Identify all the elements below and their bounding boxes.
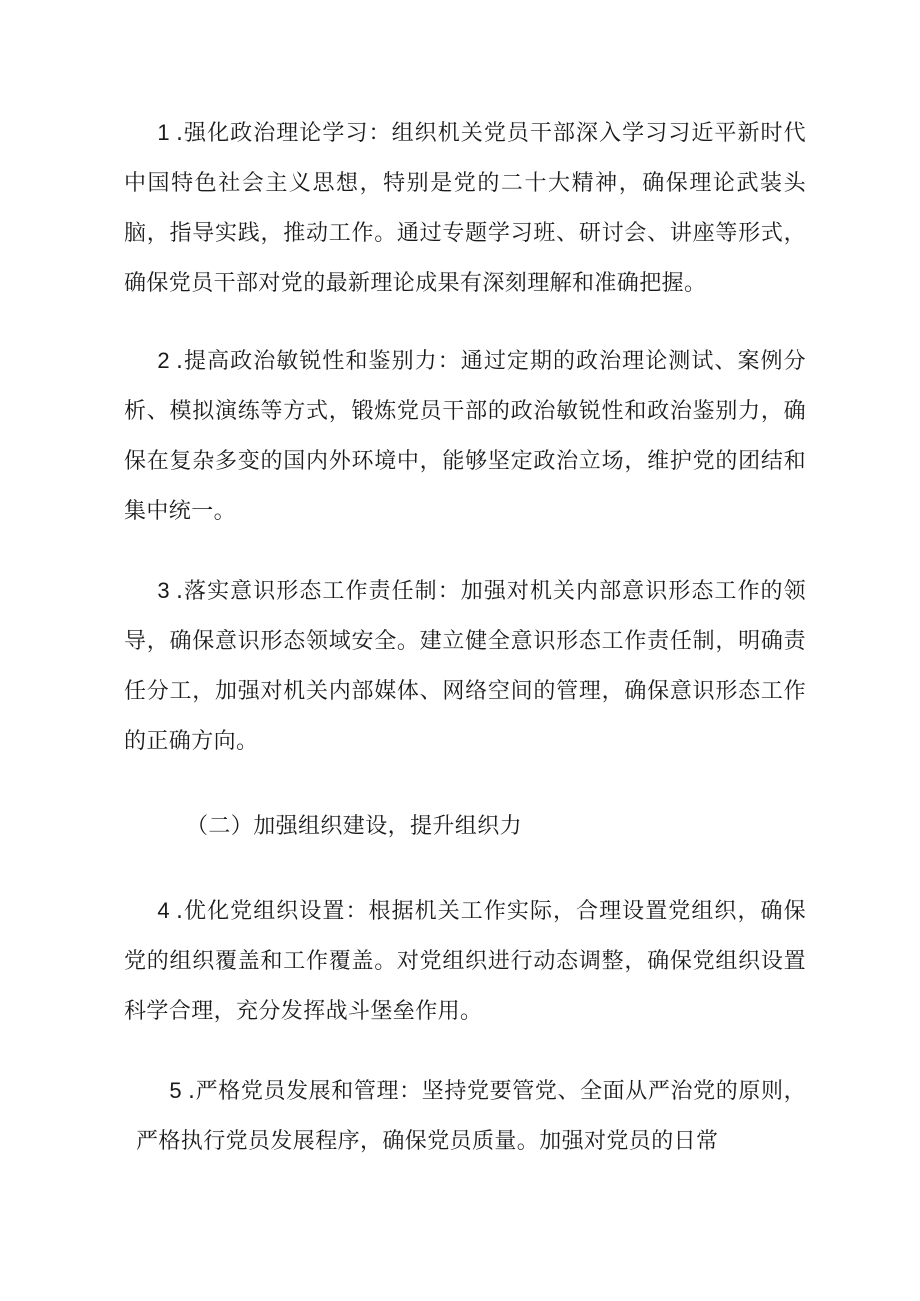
paragraph-text: .强化政治理论学习：组织机关党员干部深入学习习近平新时代中国特色社会主义思想，特别是党的二十大精神，确保理论武装头脑，指导实践，推动工作。通过专题学习班、研讨会、讲座等形式，确保党员干部对党的最新理论成果有深刻理解和准确把握。 xyxy=(124,121,806,296)
paragraph-number: 2 xyxy=(157,348,170,373)
paragraph-text: .提高政治敏锐性和鉴别力：通过定期的政治理论测试、案例分析、模拟演练等方式，锻炼党员干部的政治敏锐性和政治鉴别力，确保在复杂多变的国内外环境中，能够坚定政治立场，维护党的团结和集中统一。 xyxy=(124,349,806,524)
paragraph-number: 4 xyxy=(157,898,170,923)
paragraph-text: .严格党员发展和管理：坚持党要管党、全面从严治党的原则，严格执行党员发展程序，确保党员质量。加强对党员的日常 xyxy=(136,1079,806,1154)
paragraph-1 xyxy=(124,108,806,309)
paragraph-text: .落实意识形态工作责任制：加强对机关内部意识形态工作的领导，确保意识形态领域安全。建立健全意识形态工作责任制，明确责任分工，加强对机关内部媒体、网络空间的管理，确保意识形态工作的正确方向。 xyxy=(124,579,806,754)
paragraph-number: 3 xyxy=(157,578,170,603)
section-heading: （二）加强组织建设，提升组织力 xyxy=(186,814,523,839)
paragraph-5 xyxy=(136,1066,806,1167)
paragraph-text: .优化党组织设置：根据机关工作实际，合理设置党组织，确保党的组织覆盖和工作覆盖。对党组织进行动态调整，确保党组织设置科学合理，充分发挥战斗堡垒作用。 xyxy=(124,899,806,1024)
paragraph-4 xyxy=(124,886,806,1037)
paragraph-number: 1 xyxy=(157,120,170,145)
paragraph-number: 5 xyxy=(169,1078,182,1103)
paragraph-3 xyxy=(124,566,806,767)
paragraph-2 xyxy=(124,336,806,537)
